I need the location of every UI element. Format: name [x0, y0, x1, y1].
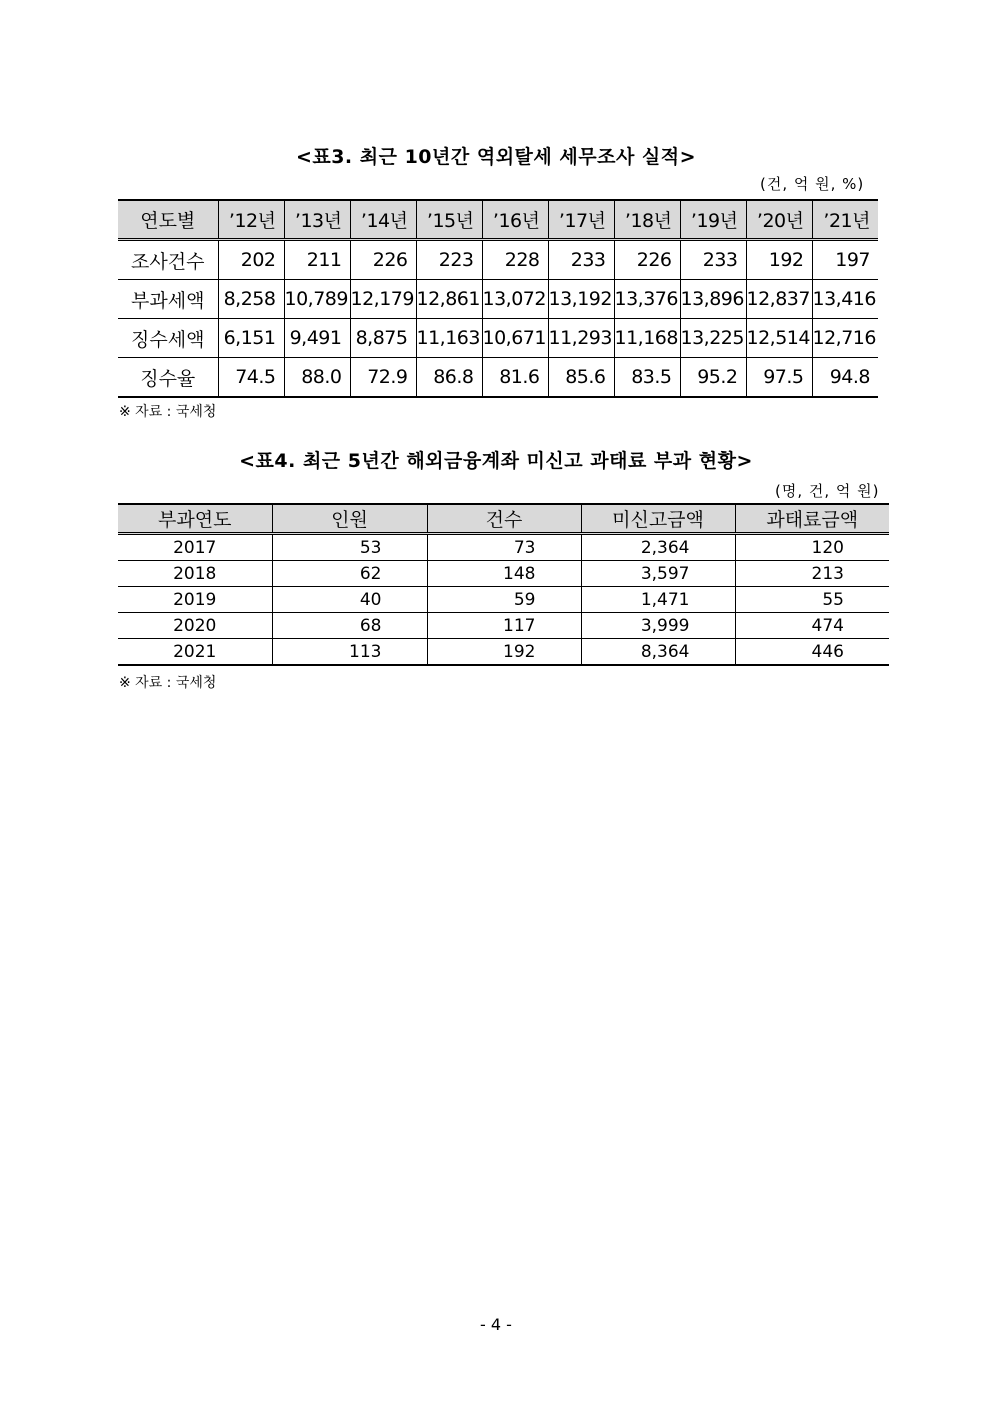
table3-cell: 88.0	[284, 358, 350, 398]
table3-header-cell: ’20년	[746, 200, 812, 240]
table-row	[118, 534, 889, 561]
table4-cell: 3,597	[581, 561, 735, 587]
table4-cell: 1,471	[581, 587, 735, 613]
table4-header-cell: 과태료금액	[735, 504, 889, 534]
table3-header-cell: ’19년	[680, 200, 746, 240]
table4-cell: 40	[272, 587, 427, 613]
table4-cell: 59	[427, 587, 581, 613]
table4-cell: 148	[427, 561, 581, 587]
table4-cell: 68	[272, 613, 427, 639]
table3-cell: 86.8	[416, 358, 482, 398]
table3-source: ※ 자료 : 국세청	[119, 404, 217, 420]
table-row	[118, 587, 889, 613]
table3-cell: 6,151	[218, 319, 284, 358]
table4-cell: 55	[735, 587, 889, 613]
table3-cell: 97.5	[746, 358, 812, 398]
table4-cell: 474	[735, 613, 889, 639]
table-row	[118, 240, 878, 280]
table3-cell: 11,163	[416, 319, 482, 358]
table3-cell: 13,416	[812, 280, 878, 319]
table4-header-row	[118, 504, 889, 534]
table3-cell: 10,789	[284, 280, 350, 319]
table3-header-cell: ’13년	[284, 200, 350, 240]
table-row	[118, 613, 889, 639]
table4-source: ※ 자료 : 국세청	[119, 675, 217, 691]
table3-cell: 197	[812, 240, 878, 280]
table3-cell: 192	[746, 240, 812, 280]
table3-row-label: 부과세액	[118, 280, 218, 319]
table-row	[118, 561, 889, 587]
table3-cell: 13,896	[680, 280, 746, 319]
table3-row-label: 조사건수	[118, 240, 218, 280]
table3-cell: 95.2	[680, 358, 746, 398]
table3-cell: 13,376	[614, 280, 680, 319]
table3-cell: 12,716	[812, 319, 878, 358]
table4-cell: 213	[735, 561, 889, 587]
table3-row-label: 징수세액	[118, 319, 218, 358]
table-row	[118, 639, 889, 666]
table3-cell: 12,179	[350, 280, 416, 319]
table4-cell: 2,364	[581, 534, 735, 561]
table3-header-cell: ’12년	[218, 200, 284, 240]
table3-cell: 13,072	[482, 280, 548, 319]
table3-cell: 226	[614, 240, 680, 280]
table3-cell: 226	[350, 240, 416, 280]
table3	[118, 199, 878, 398]
table4-year: 2017	[118, 534, 272, 561]
table4-cell: 117	[427, 613, 581, 639]
table4-cell: 120	[735, 534, 889, 561]
table3-cell: 12,837	[746, 280, 812, 319]
table3-cell: 94.8	[812, 358, 878, 398]
table4-cell: 113	[272, 639, 427, 666]
table4-cell: 62	[272, 561, 427, 587]
table4-cell: 446	[735, 639, 889, 666]
table3-cell: 233	[548, 240, 614, 280]
table3-header-cell: ’21년	[812, 200, 878, 240]
table3-header-cell: ’14년	[350, 200, 416, 240]
table-row	[118, 358, 878, 398]
table4-year: 2018	[118, 561, 272, 587]
table3-cell: 83.5	[614, 358, 680, 398]
table4-unit: (명, 건, 억 원)	[775, 482, 880, 500]
table3-header-cell: ’15년	[416, 200, 482, 240]
table3-cell: 10,671	[482, 319, 548, 358]
table-row	[118, 319, 878, 358]
table3-row-label: 징수율	[118, 358, 218, 398]
table3-unit: (건, 억 원, %)	[760, 175, 865, 193]
table3-cell: 233	[680, 240, 746, 280]
table4-title: <표4. 최근 5년간 해외금융계좌 미신고 과태료 부과 현황>	[239, 450, 753, 472]
table3-cell: 228	[482, 240, 548, 280]
table4-header-cell: 미신고금액	[581, 504, 735, 534]
table3-cell: 85.6	[548, 358, 614, 398]
table3-title: <표3. 최근 10년간 역외탈세 세무조사 실적>	[295, 146, 697, 168]
table3-cell: 8,258	[218, 280, 284, 319]
table3-cell: 223	[416, 240, 482, 280]
table4-year: 2021	[118, 639, 272, 666]
table4-year: 2019	[118, 587, 272, 613]
table4	[118, 503, 889, 666]
table4-cell: 73	[427, 534, 581, 561]
page-number: - 4 -	[480, 1315, 512, 1334]
table4-header-cell: 건수	[427, 504, 581, 534]
table3-header-cell: ’16년	[482, 200, 548, 240]
table3-cell: 81.6	[482, 358, 548, 398]
table3-cell: 11,293	[548, 319, 614, 358]
table3-header-cell: ’18년	[614, 200, 680, 240]
table3-cell: 13,192	[548, 280, 614, 319]
table4-cell: 3,999	[581, 613, 735, 639]
table4-cell: 192	[427, 639, 581, 666]
table4-header-cell: 인원	[272, 504, 427, 534]
table4-year: 2020	[118, 613, 272, 639]
table3-cell: 13,225	[680, 319, 746, 358]
table3-cell: 74.5	[218, 358, 284, 398]
table3-header-row	[118, 200, 878, 240]
table3-header-cell: 연도별	[118, 200, 218, 240]
table3-header-cell: ’17년	[548, 200, 614, 240]
table4-cell: 53	[272, 534, 427, 561]
table-row	[118, 280, 878, 319]
table4-header-cell: 부과연도	[118, 504, 272, 534]
table3-cell: 8,875	[350, 319, 416, 358]
table4-cell: 8,364	[581, 639, 735, 666]
table3-cell: 11,168	[614, 319, 680, 358]
table3-cell: 211	[284, 240, 350, 280]
table3-cell: 202	[218, 240, 284, 280]
table3-cell: 9,491	[284, 319, 350, 358]
table3-cell: 12,861	[416, 280, 482, 319]
table3-cell: 72.9	[350, 358, 416, 398]
table3-cell: 12,514	[746, 319, 812, 358]
